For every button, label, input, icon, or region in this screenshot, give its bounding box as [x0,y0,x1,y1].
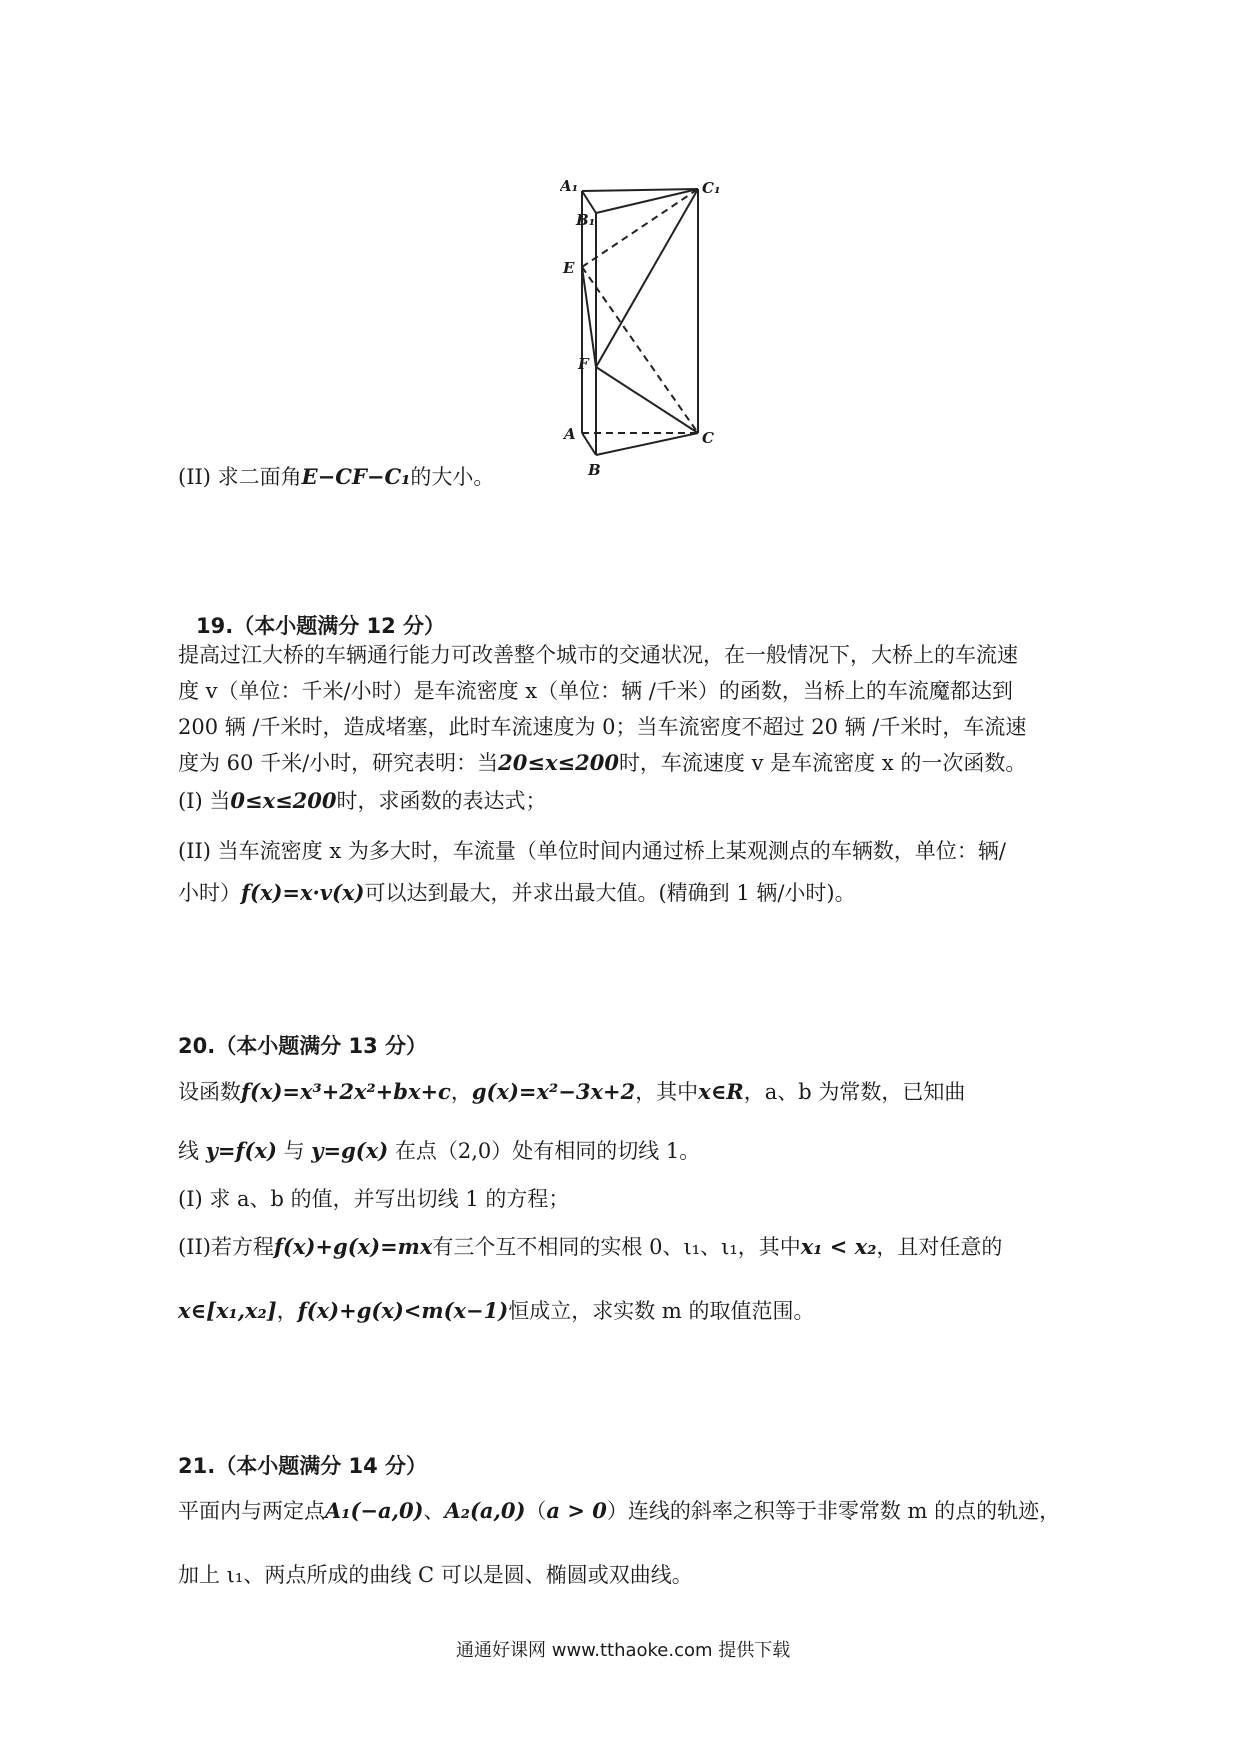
q19-part1-a: (I) 当 [178,789,231,813]
q19-part2-formula: f(x)=x·v(x) [241,880,365,905]
q21-header: 21.（本小题满分 14 分） [178,1454,428,1478]
edge-f-c [596,367,698,433]
q19-line-3: 200 辆 /千米时，造成堵塞，此时车流速度为 0；当车流密度不超过 20 辆 /千米时，车流速 [178,715,1027,739]
edge-f-c1 [596,189,698,367]
q20-part2 [178,1233,1002,1261]
q20-interval-formula: x∈[x₁,x₂] [178,1298,277,1323]
label-a1: A₁ [560,177,579,195]
q21-line-1-a: 平面内与两定点 [178,1499,325,1523]
label-e: E [563,259,575,277]
q19-part1 [178,787,547,815]
q21-condition: a > 0 [546,1498,607,1523]
q20-line-1-sep: ， [450,1080,472,1104]
q20-part2-formula-2: x₁ < x₂ [800,1234,877,1259]
q19-part1-formula: 0≤x≤200 [230,788,337,813]
q20-inequality-formula: f(x)+g(x)<m(x−1) [297,1298,509,1323]
q21-point-a1: A₁(−a,0) [325,1498,424,1523]
edge-b1-c1 [596,189,698,213]
q20-line-2-b: 与 [283,1139,305,1163]
q20-f-formula: f(x)=x³+2x²+bx+c [241,1079,451,1104]
q18-part2-suffix: 的大小。 [410,465,495,489]
label-b: B [588,461,601,479]
q19-part2-line-2 [178,879,856,907]
q20-header: 20.（本小题满分 13 分） [178,1034,428,1058]
q19-part2-line-2-a: 小时） [178,881,241,905]
q21-line-2: 加上 ι₁、两点所成的曲线 C 可以是圆、椭圆或双曲线。 [178,1563,693,1587]
label-b1: B₁ [576,211,596,229]
edge-a-b [582,433,596,455]
q20-line-1-b: ，其中 [635,1080,699,1104]
q19-part2-line-2-b: 可以达到最大，并求出最大值。(精确到 1 辆/小时)。 [364,881,856,905]
q20-line-5-sep: ， [276,1299,298,1323]
q20-line-1 [178,1078,965,1106]
q20-part2-b: 有三个互不相同的实根 0、ι₁、ι₁，其中 [432,1235,801,1259]
q20-part2-c: ，且对任意的 [876,1235,1003,1259]
q21-line-1-sep: 、 [423,1499,445,1523]
prism-figure [560,175,730,480]
q19-line-2: 度 v（单位：千米/小时）是车流密度 x（单位：辆 /千米）的函数，当桥上的车流魔都达到 [178,679,1013,703]
q19-header: 19.（本小题满分 12 分） [196,614,446,638]
edge-a1-b1 [582,191,596,213]
q19-part1-b: 时，求函数的表达式； [336,789,547,813]
q20-g-formula: g(x)=x²−3x+2 [471,1079,636,1104]
q18-part2-formula: E−CF−C₁ [301,464,411,489]
q19-line-4-a: 度为 60 千米/小时，研究表明：当 [178,751,499,775]
q18-part2 [178,463,494,491]
q19-line-4 [178,749,1026,777]
q20-curve-f: y=f(x) [205,1138,277,1163]
label-c: C [702,429,714,447]
label-f: F [578,355,589,373]
q20-part1: (I) 求 a、b 的值，并写出切线 1 的方程； [178,1187,570,1211]
edge-a1-c1 [582,189,698,191]
q20-line-2 [178,1137,700,1165]
q20-domain-formula: x∈R [698,1079,744,1104]
label-a: A [564,425,576,443]
q19-line-4-formula: 20≤x≤200 [498,750,619,775]
q20-line-1-a: 设函数 [178,1080,241,1104]
q21-line-1-c: ）连线的斜率之积等于非零常数 m 的点的轨迹， [606,1499,1061,1523]
q21-line-1 [178,1497,1060,1525]
edge-b-c [596,433,698,455]
q20-line-2-c: 在点（2,0）处有相同的切线 1。 [394,1139,701,1163]
q20-part2-formula: f(x)+g(x)=mx [273,1234,433,1259]
q21-point-a2: A₂(a,0) [444,1498,526,1523]
edge-e-f [582,267,596,367]
q20-line-5 [178,1297,814,1325]
q20-part2-a: (II)若方程 [178,1235,274,1259]
q19-line-1: 提高过江大桥的车辆通行能力可改善整个城市的交通状况，在一般情况下，大桥上的车流速 [178,643,1018,667]
q21-line-1-b: （ [525,1499,547,1523]
q20-line-1-c: ，a、b 为常数，已知曲 [743,1080,966,1104]
q20-curve-g: y=g(x) [311,1138,389,1163]
q20-line-2-a: 线 [178,1139,199,1163]
q19-part2-line-1: (II) 当车流密度 x 为多大时，车流量（单位时间内通过桥上某观测点的车辆数，单位：辆/ [178,839,1006,863]
q20-line-5-b: 恒成立，求实数 m 的取值范围。 [508,1299,815,1323]
q18-part2-prefix: (II) 求二面角 [178,465,302,489]
edge-e-c1-hidden [582,189,698,267]
q19-line-4-b: 时，车流速度 v 是车流密度 x 的一次函数。 [618,751,1027,775]
label-c1: C₁ [702,179,721,197]
page-footer: 通通好课网 www.tthaoke.com 提供下载 [456,1640,791,1661]
